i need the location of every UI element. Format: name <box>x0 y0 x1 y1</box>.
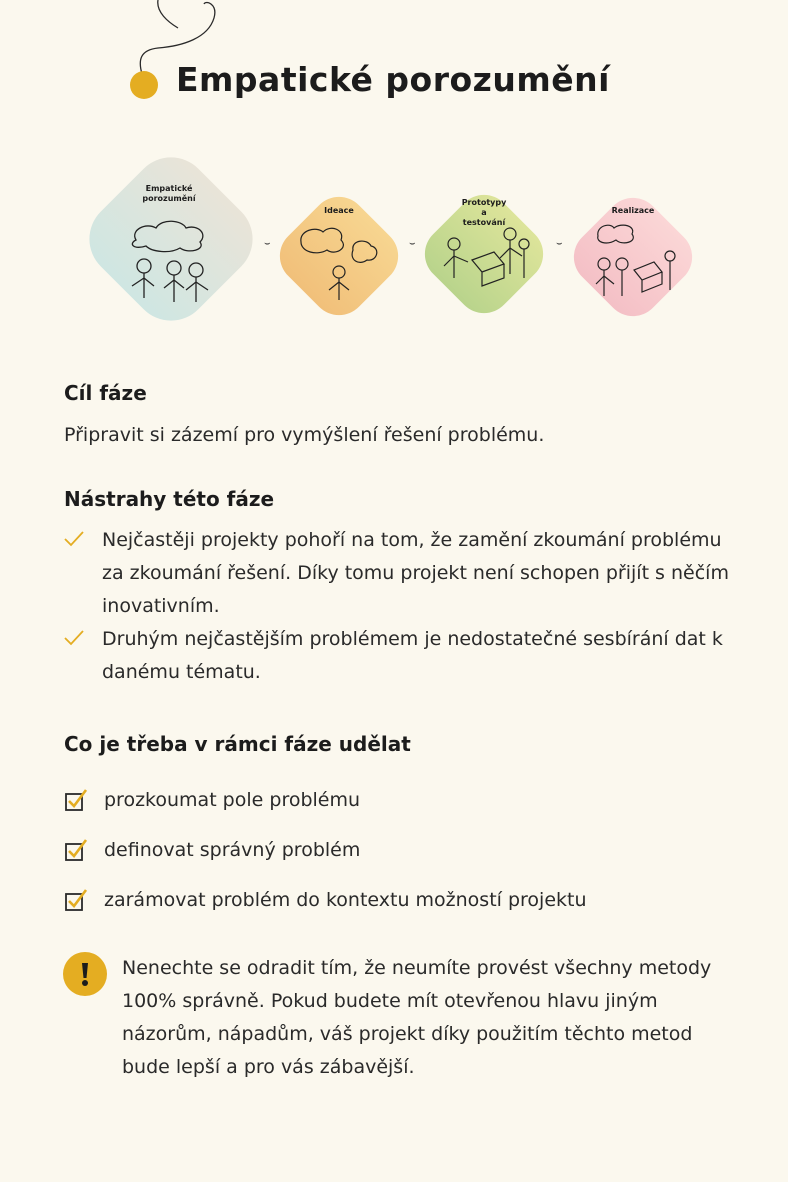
exclamation-icon <box>63 952 107 996</box>
note-text: Nenechte se odradit tím, že neumíte provést všechny metody 100% správně. Pokud budete mít otevřenou hlavu jiným názorům, nápadům, váš projekt díky použitím těchto metod bude lepší a pro vás zábavější. <box>122 957 712 1078</box>
phase-label: Ideace <box>324 206 354 215</box>
todo-text: zarámovat problém do kontextu možností projektu <box>104 889 587 911</box>
list-item <box>64 788 744 812</box>
checked-box-icon <box>64 838 88 862</box>
phase-prototyping <box>414 182 554 328</box>
goal-text: Připravit si zázemí pro vymýšlení řešení problému. <box>64 424 545 446</box>
pitfall-text: Nejčastěji projekty pohoří na tom, že zamění zkoumání problému za zkoumání řešení. Díky tomu projekt není schopen přijít s něčím inovativním. <box>102 529 729 617</box>
realization-illustration <box>592 220 678 304</box>
todo-list <box>64 788 744 938</box>
phase-connector: ⌣ <box>409 238 416 249</box>
phase-realization <box>562 186 704 328</box>
title-bullet-dot <box>130 71 158 99</box>
phase-ideation <box>269 186 409 328</box>
phase-empathy <box>74 136 264 348</box>
list-item <box>64 838 744 862</box>
checked-box-icon <box>64 788 88 812</box>
page-title: Empatické porozumění <box>176 60 610 99</box>
checked-box-icon <box>64 888 88 912</box>
check-icon <box>64 530 84 548</box>
phases-diagram <box>64 130 724 360</box>
phase-connector: ⌣ <box>264 238 271 249</box>
phase-label: Prototypy a testování <box>461 198 507 227</box>
prototype-testing-illustration <box>438 224 534 300</box>
people-thinking-illustration <box>116 216 226 306</box>
pitfalls-list <box>64 524 734 689</box>
ideas-illustration <box>295 222 385 302</box>
phase-label: Realizace <box>611 206 655 215</box>
pitfalls-heading: Nástrahy této fáze <box>64 487 275 511</box>
list-item <box>64 888 744 912</box>
phase-connector: ⌣ <box>556 238 563 249</box>
phase-label: Empatické porozumění <box>142 184 196 203</box>
todo-text: prozkoumat pole problému <box>104 789 361 811</box>
list-item <box>64 623 734 689</box>
check-icon <box>64 629 84 647</box>
goal-heading: Cíl fáze <box>64 381 147 405</box>
pitfall-text: Druhým nejčastějším problémem je nedostatečné sesbírání dat k danému tématu. <box>102 628 723 683</box>
list-item <box>64 524 734 623</box>
todo-heading: Co je třeba v rámci fáze udělat <box>64 732 411 756</box>
todo-text: definovat správný problém <box>104 839 361 861</box>
